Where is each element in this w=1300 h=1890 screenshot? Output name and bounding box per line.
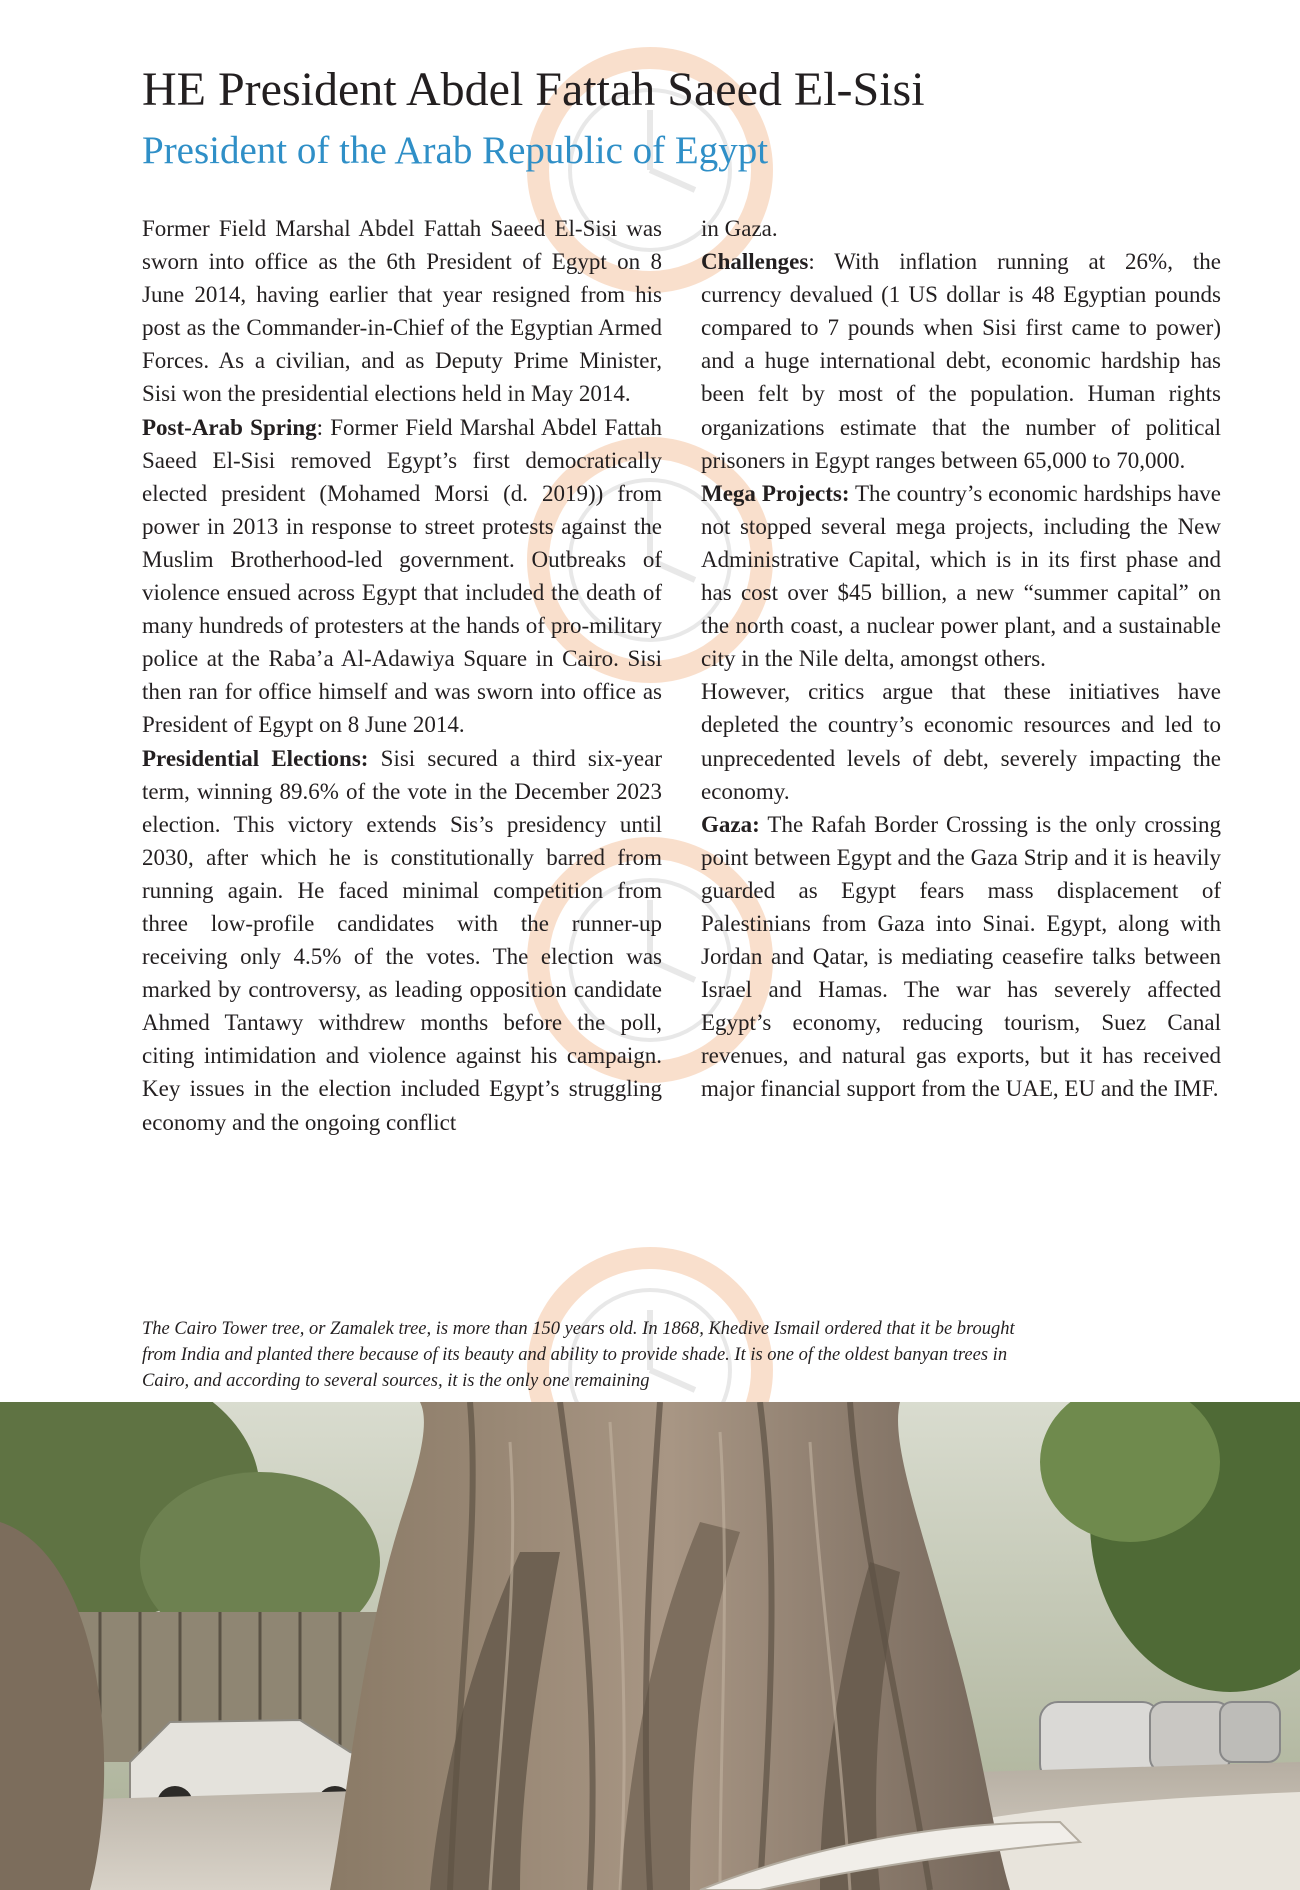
intro-paragraph: Former Field Marshal Abdel Fattah Saeed El-Sisi was sworn into office as the 6th President of Egypt on 8 June 2014, having earlier that year resigned from his post as the Commander-in-Chief of the Egyptian Armed Forces. As a civilian, and as Deputy Prime Minister, Sisi won the presidential elections held in May 2014. [142, 216, 662, 407]
page-title: HE President Abdel Fattah Saeed El-Sisi [142, 63, 925, 116]
post-arab-spring-paragraph [142, 411, 662, 742]
post-arab-spring-heading: Post-Arab Spring [142, 414, 317, 440]
continuation-text: in Gaza. [701, 216, 778, 241]
gaza-heading: Gaza: [701, 811, 760, 837]
gaza-paragraph [701, 808, 1221, 1106]
challenges-heading: Challenges [701, 249, 809, 275]
elections-text: Sisi secured a third six-year term, winning 89.6% of the vote in the December 2023 election. This victory extends Sis’s presidency until 2030, after which he is constitutionally barred from running again. He faced minimal competition from three low-profile candidates with the runner-up receiving only 4.5% of the votes. The election was marked by controversy, as leading opposition candidate Ahmed Tantawy withdrew months before the poll, citing intimidation and violence against his campaign. Key issues in the election included Egypt’s struggling economy and the ongoing conflict [142, 745, 662, 1135]
page-subtitle: President of the Arab Republic of Egypt [142, 129, 769, 172]
elections-paragraph [142, 742, 662, 1139]
mega-projects-text: The country’s economic hardships have not stopped several mega projects, including the New Administrative Capital, which is in its first phase and has cost over $45 billion, a new “summer capital” on the north coast, a nuclear power plant, and a sustainable city in the Nile delta, amongst others. [701, 480, 1221, 672]
elections-heading: Presidential Elections: [142, 745, 369, 771]
gaza-text: The Rafah Border Crossing is the only crossing point between Egypt and the Gaza Strip and it is heavily guarded as Egypt fears mass displacement of Palestinians from Gaza into Sinai. Egypt, along with Jordan and Qatar, is mediating ceasefire talks between Israel and Hamas. The war has severely affected Egypt’s economy, reducing tourism, Suez Canal revenues, and natural gas exports, but it has received major financial support from the UAE, EU and the IMF. [701, 811, 1221, 1102]
mega-projects-heading: Mega Projects: [701, 480, 850, 506]
right-column [701, 212, 1221, 1106]
mega-projects-paragraph [701, 477, 1221, 676]
challenges-paragraph [701, 245, 1221, 477]
critics-paragraph: However, critics argue that these initiatives have depleted the country’s economic resources and led to unprecedented levels of debt, severely impacting the economy. [701, 679, 1221, 804]
post-arab-spring-text: : Former Field Marshal Abdel Fattah Saeed El-Sisi removed Egypt’s first democratically elected president (Mohamed Morsi (d. 2019)) from power in 2013 in response to street protests against the Muslim Brotherhood-led government. Outbreaks of violence ensued across Egypt that included the death of many hundreds of protesters at the hands of pro-military police at the Raba’a Al-Adawiya Square in Cairo. Sisi then ran for office himself and was sworn into office as President of Egypt on 8 June 2014. [142, 414, 662, 738]
left-column [142, 212, 662, 1139]
banyan-tree-photo [0, 1402, 1300, 1890]
challenges-text: : With inflation running at 26%, the currency devalued (1 US dollar is 48 Egyptian pounds compared to 7 pounds when Sisi first came to power) and a huge international debt, economic hardship has been felt by most of the population. Human rights organizations estimate that the number of political prisoners in Egypt ranges between 65,000 to 70,000. [701, 249, 1221, 473]
photo-caption: The Cairo Tower tree, or Zamalek tree, is more than 150 years old. In 1868, Khedive Ismail ordered that it be brought from India and planted there because of its beauty and ability to provide shade. It is one of the oldest banyan trees in Cairo, and according to several sources, it is the only one remaining [142, 1319, 1015, 1391]
